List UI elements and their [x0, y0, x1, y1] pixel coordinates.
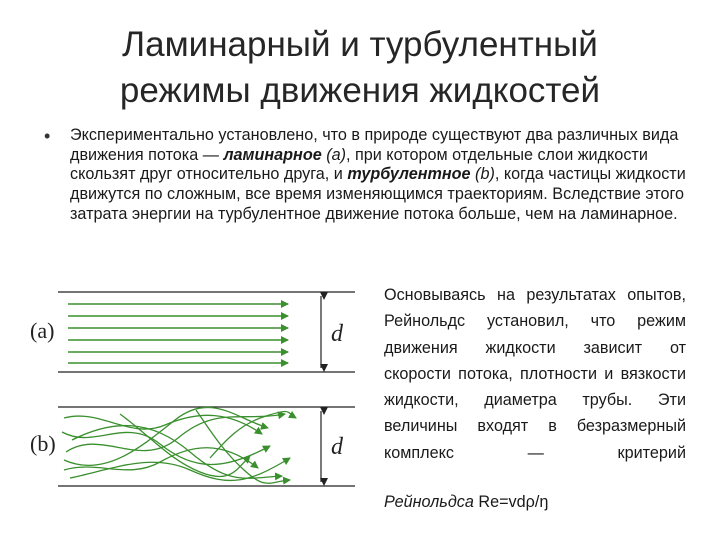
title-line-2: режимы движения жидкостей [119, 71, 601, 110]
turbulent-line [62, 432, 270, 465]
turbulent-line [210, 412, 296, 458]
dimension-label-a: d [331, 321, 343, 347]
reynolds-name: Рейнольдса [384, 493, 474, 511]
turbulent-line [196, 410, 290, 483]
term-turbulent: турбулентное [347, 165, 471, 184]
bullet-part-1: Экспериментально установлено, что в природе существуют два различных вида движения потока — [70, 126, 679, 164]
title-line-1: Ламинарный и турбулентный [122, 25, 598, 64]
dimension-label-b: d [331, 434, 343, 460]
bullet-part-3: , когда частицы жидкости движутся по сложным, все время изменяющимся траекториям. Вследствие этого затрата энергии на турбулентное движение потока больше, чем на ламинарное. [70, 165, 686, 223]
reynolds-paragraph: Основываясь на результатах опытов, Рейнольдс установил, что режим движения жидкости зависит от скорости потока, плотности и вязкости жидкости, диаметра трубы. Эти величины входят в безразмерный комплекс — критерий [384, 286, 686, 462]
turbulent-streamlines [62, 407, 296, 483]
bullet-marker: • [44, 126, 51, 146]
label-a: (a) [30, 318, 55, 343]
laminar-streamlines [68, 304, 288, 363]
turbulent-line [64, 448, 258, 470]
bullet-part-2: , при котором отдельные слои жидкости скользят друг относительно друга, и [70, 145, 648, 184]
label-b-inline: (b) [470, 165, 495, 184]
reynolds-formula: Re=vdρ/ŋ [473, 493, 549, 511]
label-b: (b) [30, 431, 56, 456]
term-laminar: ламинарное [223, 145, 322, 164]
label-a-inline: (a) [321, 145, 346, 164]
turbulent-line [120, 414, 250, 477]
